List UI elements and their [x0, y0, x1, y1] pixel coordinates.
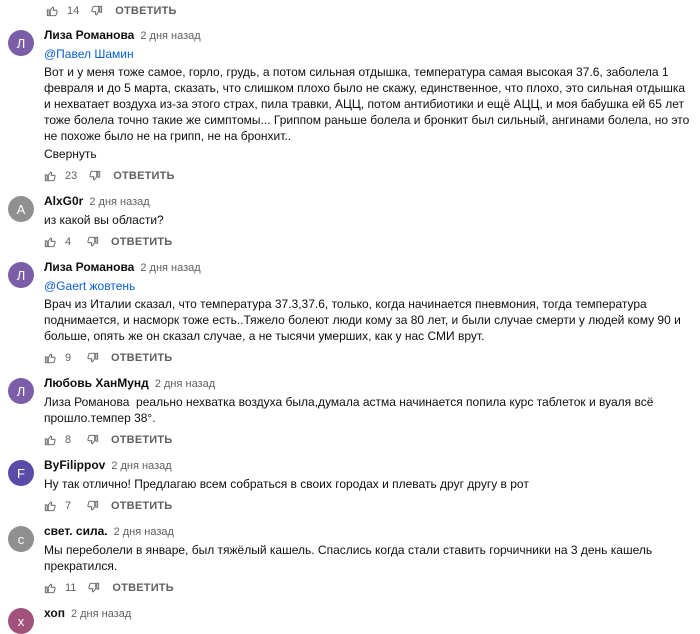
comment-author[interactable]: хоп	[44, 606, 65, 620]
comment-item	[0, 600, 700, 634]
comment-timestamp[interactable]: 2 дня назад	[140, 262, 201, 274]
comment-timestamp[interactable]: 2 дня назад	[154, 378, 216, 390]
comment-body	[44, 376, 690, 452]
like-count: 4	[65, 236, 72, 248]
reply-button[interactable]: ОТВЕТИТЬ	[112, 582, 174, 594]
comment-timestamp[interactable]: 2 дня назад	[140, 30, 201, 42]
comment-text: Лиза Романова реально нехватка воздуха была,думала астма начинается попила курс таблеток и вуаля всё прошло.темпер 38°.	[44, 395, 657, 425]
thumb-up-icon[interactable]	[42, 168, 58, 184]
comment-actions	[42, 428, 690, 452]
avatar[interactable]: F	[8, 460, 34, 486]
thumb-up-icon[interactable]	[42, 432, 58, 448]
comment-meta	[44, 458, 690, 474]
comment-text: из какой вы области?	[44, 213, 164, 227]
comment-author[interactable]: Лиза Романова	[44, 28, 135, 42]
thumb-down-icon[interactable]	[85, 234, 101, 250]
like-count: 9	[65, 352, 72, 364]
reply-button[interactable]: ОТВЕТИТЬ	[111, 434, 173, 446]
comment-text: Вот и у меня тоже самое, горло, грудь, а потом сильная отдышка, температура самая высокая 37.6, заболела 1 февраля и до 5 марта, сказать, что слишком плохо было не скажу, единственное, что плохо, это сильная отдышка и нехватает воздуха из-за этого страх, пила травки, АЦЦ, потом антибиотики и ещё АЦЦ, и моя бабушка ей 65 лет тоже болела точно такие же симптомы... Гриппом раньше болела и бронкит был сильный, ангинами болела, но это не похоже было не на грипп, не на бронхит..	[44, 65, 693, 143]
comment-body	[44, 524, 690, 600]
comment-actions	[42, 230, 690, 254]
comment-body	[44, 28, 693, 188]
reply-button[interactable]: ОТВЕТИТЬ	[113, 170, 175, 182]
comment-actions	[42, 494, 690, 518]
avatar[interactable]: A	[8, 196, 34, 222]
comment-author[interactable]: ByFilippov	[44, 458, 106, 472]
thumb-down-icon[interactable]	[85, 498, 101, 514]
comment-item	[0, 452, 700, 518]
comment-meta	[44, 28, 690, 44]
thumb-up-icon[interactable]	[42, 498, 58, 514]
comment-actions	[44, 0, 700, 22]
comment-meta	[44, 194, 690, 210]
comment-item	[0, 518, 700, 600]
like-count: 8	[65, 434, 72, 446]
comment-meta	[44, 524, 690, 540]
reply-button[interactable]: ОТВЕТИТЬ	[111, 352, 173, 364]
comment-item	[0, 188, 700, 254]
avatar[interactable]: с	[8, 526, 34, 552]
comment-actions	[42, 576, 690, 600]
comment-timestamp[interactable]: 2 дня назад	[113, 526, 174, 538]
like-count: 7	[65, 500, 72, 512]
comment-meta	[44, 606, 690, 622]
thumb-down-icon[interactable]	[89, 3, 105, 19]
comment-author[interactable]: Лиза Романова	[44, 260, 135, 274]
comment-item	[0, 254, 700, 370]
thumb-up-icon[interactable]	[42, 350, 58, 366]
comment-mention[interactable]: @Павел Шамин	[44, 47, 134, 61]
comment-timestamp[interactable]: 2 дня назад	[111, 460, 172, 472]
like-count: 23	[65, 170, 78, 182]
thumb-up-icon[interactable]	[42, 580, 58, 596]
comment-timestamp[interactable]: 2 дня назад	[70, 608, 132, 620]
comment-meta	[44, 376, 690, 392]
like-count: 11	[65, 582, 77, 594]
thumb-up-icon[interactable]	[42, 234, 58, 250]
thumb-down-icon[interactable]	[86, 580, 102, 596]
comment-body	[44, 194, 690, 254]
comment-text: Врач из Италии сказал, что температура 37.3,37.6, только, когда начинается пневмония, тогда температура поднимается, и насморк тоже есть..Тяжело болеют люди кому за 80 лет, и были случае смерти у людей кому 90 и больше, опять же он сказал случае, а не тысячи умерших, как у нас СМИ врут.	[44, 297, 685, 343]
reply-button[interactable]: ОТВЕТИТЬ	[111, 500, 173, 512]
comment-body	[44, 606, 690, 624]
avatar[interactable]: Л	[8, 30, 34, 56]
reply-button[interactable]: ОТВЕТИТЬ	[115, 5, 177, 17]
comment-mention[interactable]: @Gaert жовтень	[44, 279, 136, 293]
thumb-down-icon[interactable]	[85, 350, 101, 366]
avatar[interactable]: Л	[8, 378, 34, 404]
thumb-down-icon[interactable]	[85, 432, 101, 448]
thumb-down-icon[interactable]	[87, 168, 103, 184]
comment-author[interactable]: свет. сила.	[44, 524, 108, 538]
comment-item	[0, 370, 700, 452]
comment-actions	[42, 346, 690, 370]
avatar[interactable]: Л	[8, 262, 34, 288]
comment-timestamp[interactable]: 2 дня назад	[89, 196, 150, 208]
reply-button[interactable]: ОТВЕТИТЬ	[111, 236, 173, 248]
comment-item	[0, 22, 700, 188]
comment-text: Ну так отлично! Предлагаю всем собраться в своих городах и плевать друг другу в рот	[44, 477, 529, 491]
comment-meta	[44, 260, 690, 276]
collapse-button[interactable]: Свернуть	[44, 147, 97, 161]
comment-body	[44, 458, 690, 518]
comment-author[interactable]: AlxG0r	[44, 194, 84, 208]
thumb-up-icon[interactable]	[44, 3, 60, 19]
comment-author[interactable]: Любовь ХанМунд	[44, 376, 149, 390]
avatar[interactable]: х	[8, 608, 34, 634]
comment-text: Мы переболели в январе, был тяжёлый кашель. Спаслись когда стали ставить горчичники на 3 день кашель прекратился.	[44, 543, 656, 573]
comment-actions	[42, 164, 690, 188]
comment-body	[44, 260, 690, 370]
like-count: 14	[67, 5, 80, 17]
